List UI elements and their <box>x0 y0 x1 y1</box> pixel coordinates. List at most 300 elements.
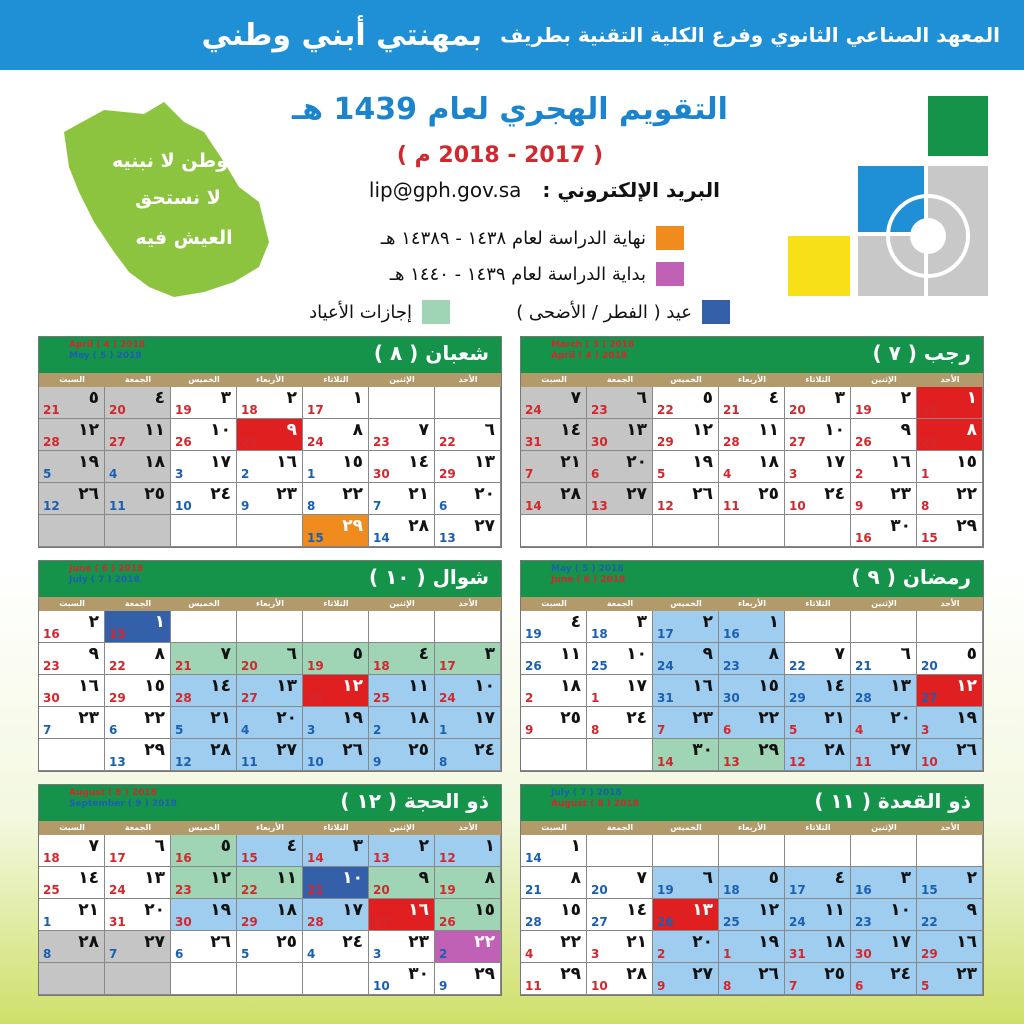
gregorian-day: 5 <box>43 467 52 481</box>
legend-item-eid <box>516 300 730 324</box>
hijri-day: ٢٦ <box>758 964 779 984</box>
day-cell <box>303 419 369 451</box>
day-cell <box>435 707 501 739</box>
hijri-day: ١٦ <box>78 676 99 696</box>
day-cell <box>303 835 369 867</box>
weekday-label: الأحد <box>940 375 960 384</box>
weekday-label: الإثنين <box>871 599 897 608</box>
hijri-day: ٢٦ <box>692 484 713 504</box>
day-cell <box>917 707 983 739</box>
day-cell <box>719 835 785 867</box>
map-line-1: وطن لا نبنيه <box>111 150 229 172</box>
day-cell <box>719 963 785 995</box>
hijri-day: ١٤ <box>626 900 647 920</box>
day-cell <box>237 451 303 483</box>
day-cell <box>917 931 983 963</box>
hijri-day: ٢٦ <box>210 932 231 952</box>
day-cell <box>851 515 917 547</box>
day-cell <box>785 643 851 675</box>
day-cell <box>917 835 983 867</box>
days-grid <box>521 387 983 547</box>
weekday-label: الإثنين <box>871 375 897 384</box>
gregorian-day: 4 <box>307 947 316 961</box>
gregorian-day: 18 <box>591 627 608 641</box>
day-cell <box>171 931 237 963</box>
gregorian-day: 22 <box>439 435 456 449</box>
hijri-day: ١٢ <box>758 900 779 920</box>
gregorian-day: 15 <box>109 627 126 641</box>
gregorian-day: 4 <box>109 467 118 481</box>
day-cell <box>521 387 587 419</box>
day-cell <box>851 451 917 483</box>
month-name: ذو الحجة ( ١٢ ) <box>340 789 489 813</box>
gregorian-day: 18 <box>921 403 938 417</box>
hijri-day: ١ <box>570 836 581 856</box>
day-cell <box>521 707 587 739</box>
hijri-day: ٢٩ <box>342 516 363 536</box>
hijri-day: ٥ <box>702 388 713 408</box>
weekday-label: الجمعة <box>124 375 152 384</box>
gregorian-day: 16 <box>175 851 192 865</box>
hijri-day: ٢٢ <box>956 484 977 504</box>
hijri-day: ١٦ <box>692 676 713 696</box>
weekday-label: الجمعة <box>124 823 152 832</box>
day-cell <box>653 867 719 899</box>
legend-swatch <box>702 300 730 324</box>
gregorian-day: 28 <box>175 691 192 705</box>
day-cell <box>719 419 785 451</box>
hijri-day: ٥ <box>88 388 99 408</box>
map-line-2: لا نستحق <box>135 187 221 209</box>
hijri-day: ٢٨ <box>210 740 231 760</box>
gregorian-day: 5 <box>241 947 250 961</box>
day-cell <box>785 451 851 483</box>
hijri-day: ١١ <box>758 420 779 440</box>
gregorian-day: 15 <box>241 851 258 865</box>
day-cell <box>237 835 303 867</box>
weekday-label: الأربعاء <box>256 375 284 384</box>
gregorian-day: 25 <box>241 435 258 449</box>
day-cell <box>105 675 171 707</box>
gregorian-day: 29 <box>921 947 938 961</box>
day-cell <box>435 835 501 867</box>
gregorian-day: 12 <box>43 499 60 513</box>
gregorian-day: 13 <box>109 755 126 769</box>
day-cell <box>587 899 653 931</box>
gregorian-day: 20 <box>591 883 608 897</box>
hijri-day: ٢١ <box>626 932 647 952</box>
gregorian-day: 6 <box>109 723 118 737</box>
day-cell <box>39 963 105 995</box>
weekday-label: الخميس <box>670 823 702 832</box>
day-cell <box>521 483 587 515</box>
gregorian-day: 17 <box>307 403 324 417</box>
gregorian-day: 10 <box>789 499 806 513</box>
gregorian-day: 23 <box>591 403 608 417</box>
gregorian-day: 1 <box>307 467 316 481</box>
day-cell <box>521 899 587 931</box>
gregorian-day: 21 <box>307 883 324 897</box>
weekday-label: السبت <box>59 599 85 608</box>
day-cell <box>785 515 851 547</box>
day-cell <box>303 931 369 963</box>
day-cell <box>917 963 983 995</box>
hijri-day: ١ <box>484 836 495 856</box>
gregorian-day: 30 <box>175 915 192 929</box>
hijri-day: ٢٤ <box>890 964 911 984</box>
hijri-day: ٥ <box>768 868 779 888</box>
day-cell <box>521 515 587 547</box>
gregorian-day: 8 <box>307 499 316 513</box>
month-name: رجب ( ٧ ) <box>872 341 971 365</box>
day-cell <box>303 707 369 739</box>
hijri-day: ١٩ <box>78 452 99 472</box>
day-cell <box>719 707 785 739</box>
day-cell <box>171 419 237 451</box>
gregorian-day: 1 <box>723 947 732 961</box>
hijri-day: ٢٧ <box>890 740 911 760</box>
hijri-day: ٢٣ <box>78 708 99 728</box>
weekday-label: الإثنين <box>389 599 415 608</box>
gregorian-day: 13 <box>373 851 390 865</box>
day-cell <box>587 867 653 899</box>
gregorian-day: 4 <box>241 723 250 737</box>
gregorian-day: 17 <box>789 883 806 897</box>
hijri-day: ٢٥ <box>276 932 297 952</box>
hijri-day: ٩ <box>966 900 977 920</box>
hijri-day: ٢٦ <box>78 484 99 504</box>
gregorian-day: 14 <box>373 531 390 545</box>
gregorian-day: 18 <box>723 883 740 897</box>
day-cell <box>105 931 171 963</box>
hijri-day: ٣ <box>834 388 845 408</box>
gregorian-day: 27 <box>591 915 608 929</box>
hijri-day: ١٨ <box>824 932 845 952</box>
day-cell <box>39 515 105 547</box>
legend-label: بداية الدراسة لعام ١٤٣٩ - ١٤٤٠ هـ <box>389 263 646 285</box>
top-banner <box>0 0 1024 70</box>
day-cell <box>237 387 303 419</box>
day-cell <box>237 611 303 643</box>
hijri-day: ١٧ <box>890 932 911 952</box>
gregorian-month-1: July ( 7 ) 2018 <box>551 788 622 798</box>
gregorian-day: 7 <box>525 467 534 481</box>
gregorian-day: 27 <box>241 691 258 705</box>
hijri-day: ١ <box>352 388 363 408</box>
gregorian-day: 27 <box>921 691 938 705</box>
day-cell <box>369 931 435 963</box>
hijri-day: ٤ <box>154 388 165 408</box>
month-header <box>521 337 983 373</box>
gregorian-day: 11 <box>525 979 542 993</box>
day-cell <box>917 515 983 547</box>
gregorian-day: 19 <box>175 403 192 417</box>
day-cell <box>105 419 171 451</box>
day-cell <box>303 451 369 483</box>
hijri-day: ١٢ <box>342 676 363 696</box>
gregorian-day: 21 <box>525 883 542 897</box>
day-cell <box>105 643 171 675</box>
day-cell <box>105 707 171 739</box>
gregorian-day: 24 <box>525 403 542 417</box>
hijri-day: ٨ <box>154 644 165 664</box>
gregorian-day: 30 <box>373 467 390 481</box>
hijri-day: ٢٠ <box>626 452 647 472</box>
hijri-day: ٤ <box>286 836 297 856</box>
gregorian-day: 26 <box>855 435 872 449</box>
gregorian-day: 7 <box>789 979 798 993</box>
gregorian-day: 9 <box>373 755 382 769</box>
day-cell <box>39 675 105 707</box>
hijri-day: ١١ <box>408 676 429 696</box>
gregorian-day: 1 <box>921 467 930 481</box>
day-cell <box>39 611 105 643</box>
day-cell <box>587 387 653 419</box>
hijri-day: ٢٨ <box>824 740 845 760</box>
hijri-day: ٢ <box>88 612 99 632</box>
gregorian-day: 16 <box>723 627 740 641</box>
gregorian-day: 10 <box>175 499 192 513</box>
day-cell <box>851 419 917 451</box>
hijri-day: ١٣ <box>626 420 647 440</box>
hijri-day: ٢٨ <box>560 484 581 504</box>
hijri-day: ٦ <box>636 388 647 408</box>
day-cell <box>719 451 785 483</box>
day-cell <box>917 899 983 931</box>
day-cell <box>39 387 105 419</box>
hijri-day: ٢٩ <box>758 740 779 760</box>
weekday-label: الأحد <box>940 599 960 608</box>
month-header <box>521 561 983 597</box>
gregorian-day: 10 <box>921 755 938 769</box>
gregorian-day: 1 <box>43 915 52 929</box>
day-cell <box>653 675 719 707</box>
weekday-label: الأربعاء <box>256 599 284 608</box>
hijri-day: ٢٧ <box>276 740 297 760</box>
gregorian-day: 13 <box>591 499 608 513</box>
hijri-day: ٢٤ <box>626 708 647 728</box>
hijri-day: ٢٠ <box>692 932 713 952</box>
month-dhul-qadah <box>520 784 984 996</box>
gregorian-day: 22 <box>657 403 674 417</box>
gregorian-day: 27 <box>789 435 806 449</box>
day-cell <box>587 483 653 515</box>
day-cell <box>917 867 983 899</box>
gregorian-day: 11 <box>855 755 872 769</box>
hijri-day: ٣٠ <box>890 516 911 536</box>
hijri-day: ١ <box>966 388 977 408</box>
hijri-day: ٢٥ <box>144 484 165 504</box>
day-cell <box>917 643 983 675</box>
weekday-row <box>39 373 501 387</box>
hijri-day: ١٩ <box>956 708 977 728</box>
map-line-3: العيش فيه <box>135 227 233 249</box>
day-cell <box>237 899 303 931</box>
hijri-day: ١٠ <box>342 868 363 888</box>
day-cell <box>851 835 917 867</box>
hijri-day: ١٣ <box>276 676 297 696</box>
gregorian-day: 9 <box>439 979 448 993</box>
legend-swatch <box>422 300 450 324</box>
day-cell <box>303 643 369 675</box>
day-cell <box>785 707 851 739</box>
day-cell <box>435 419 501 451</box>
day-cell <box>653 707 719 739</box>
day-cell <box>39 739 105 771</box>
day-cell <box>39 867 105 899</box>
day-cell <box>39 707 105 739</box>
day-cell <box>851 931 917 963</box>
gregorian-day: 28 <box>307 915 324 929</box>
gregorian-day: 8 <box>723 979 732 993</box>
day-cell <box>369 835 435 867</box>
gregorian-day: 23 <box>855 915 872 929</box>
weekday-label: الخميس <box>188 599 220 608</box>
month-header <box>521 785 983 821</box>
day-cell <box>719 675 785 707</box>
college-logo-icon <box>788 96 988 296</box>
gregorian-month-1: June ( 6 ) 2018 <box>69 564 144 574</box>
gregorian-day: 28 <box>855 691 872 705</box>
hijri-day: ٨ <box>352 420 363 440</box>
day-cell <box>171 867 237 899</box>
gregorian-day: 31 <box>109 915 126 929</box>
hijri-day: ٢٠ <box>144 900 165 920</box>
day-cell <box>303 867 369 899</box>
hijri-day: ٢٥ <box>824 964 845 984</box>
day-cell <box>105 611 171 643</box>
gregorian-day: 17 <box>109 851 126 865</box>
hijri-day: ٢٧ <box>626 484 647 504</box>
month-shawwal <box>38 560 502 772</box>
gregorian-day: 6 <box>175 947 184 961</box>
hijri-day: ١٨ <box>758 452 779 472</box>
gregorian-day: 12 <box>657 499 674 513</box>
gregorian-day: 20 <box>789 403 806 417</box>
gregorian-day: 5 <box>175 723 184 737</box>
hijri-day: ٧ <box>418 420 429 440</box>
calendar-title: التقويم الهجري لعام 1439 هـ <box>292 92 728 127</box>
gregorian-day: 25 <box>921 435 938 449</box>
hijri-day: ٩ <box>88 644 99 664</box>
day-cell <box>587 739 653 771</box>
institution-name: المعهد الصناعي الثانوي وفرع الكلية التقنية بطريف <box>500 23 1000 47</box>
legend-item-start-of-study <box>390 262 684 286</box>
gregorian-day: 7 <box>657 723 666 737</box>
gregorian-day: 9 <box>657 979 666 993</box>
day-cell <box>653 387 719 419</box>
gregorian-day: 3 <box>591 947 600 961</box>
hijri-day: ٢٧ <box>144 932 165 952</box>
day-cell <box>719 739 785 771</box>
hijri-day: ١٧ <box>626 676 647 696</box>
gregorian-day: 21 <box>175 659 192 673</box>
day-cell <box>785 387 851 419</box>
day-cell <box>521 419 587 451</box>
gregorian-day: 3 <box>307 723 316 737</box>
day-cell <box>653 739 719 771</box>
hijri-day: ١٥ <box>956 452 977 472</box>
gregorian-day: 12 <box>175 755 192 769</box>
gregorian-month-2: September ( 9 ) 2018 <box>69 799 177 809</box>
email-label: البريد الإلكتروني : <box>542 178 720 202</box>
hijri-day: ٧ <box>834 644 845 664</box>
gregorian-day: 30 <box>43 691 60 705</box>
hijri-day: ٣ <box>352 836 363 856</box>
gregorian-month-1: April ( 4 ) 2018 <box>69 340 146 350</box>
hijri-day: ١٧ <box>474 708 495 728</box>
hijri-day: ١٣ <box>474 452 495 472</box>
hijri-day: ١٥ <box>474 900 495 920</box>
gregorian-day: 23 <box>175 883 192 897</box>
legend-label: إجازات الأعياد <box>309 301 412 323</box>
hijri-day: ٦ <box>154 836 165 856</box>
hijri-day: ٣ <box>484 644 495 664</box>
saudi-map-icon <box>34 92 274 302</box>
gregorian-month-2: July ( 7 ) 2018 <box>69 575 140 585</box>
gregorian-day: 15 <box>307 531 324 545</box>
hijri-day: ١٥ <box>560 900 581 920</box>
gregorian-day: 6 <box>439 499 448 513</box>
hijri-day: ١٤ <box>408 452 429 472</box>
gregorian-day: 19 <box>525 627 542 641</box>
gregorian-day: 11 <box>723 499 740 513</box>
month-header <box>39 337 501 373</box>
day-cell <box>237 963 303 995</box>
gregorian-day: 26 <box>525 659 542 673</box>
legend-item-end-of-study <box>381 226 684 250</box>
hijri-day: ٩ <box>286 420 297 440</box>
gregorian-day: 2 <box>855 467 864 481</box>
day-cell <box>105 483 171 515</box>
weekday-label: الجمعة <box>606 375 634 384</box>
gregorian-day: 20 <box>373 883 390 897</box>
hijri-day: ٢١ <box>408 484 429 504</box>
hijri-day: ٢١ <box>824 708 845 728</box>
gregorian-day: 30 <box>591 435 608 449</box>
day-cell <box>105 899 171 931</box>
day-cell <box>785 931 851 963</box>
hijri-day: ١٢ <box>956 676 977 696</box>
day-cell <box>369 963 435 995</box>
hijri-day: ٢٩ <box>474 964 495 984</box>
gregorian-day: 20 <box>109 403 126 417</box>
day-cell <box>369 739 435 771</box>
hijri-day: ٢ <box>966 868 977 888</box>
gregorian-day: 12 <box>789 755 806 769</box>
gregorian-day: 29 <box>439 467 456 481</box>
gregorian-day: 9 <box>855 499 864 513</box>
month-dhul-hijjah <box>38 784 502 996</box>
day-cell <box>653 483 719 515</box>
hijri-day: ٢٠ <box>890 708 911 728</box>
gregorian-day: 8 <box>43 947 52 961</box>
hijri-day: ١٠ <box>824 420 845 440</box>
hijri-day: ٣ <box>900 868 911 888</box>
hijri-day: ١١ <box>560 644 581 664</box>
hijri-day: ٩ <box>900 420 911 440</box>
day-cell <box>719 931 785 963</box>
hijri-day: ١٥ <box>758 676 779 696</box>
day-cell <box>237 483 303 515</box>
day-cell <box>521 835 587 867</box>
day-cell <box>369 611 435 643</box>
gregorian-day: 11 <box>109 499 126 513</box>
gregorian-month-2: June ( 6 ) 2018 <box>551 575 626 585</box>
day-cell <box>587 963 653 995</box>
gregorian-day: 23 <box>723 659 740 673</box>
gregorian-day: 15 <box>921 883 938 897</box>
